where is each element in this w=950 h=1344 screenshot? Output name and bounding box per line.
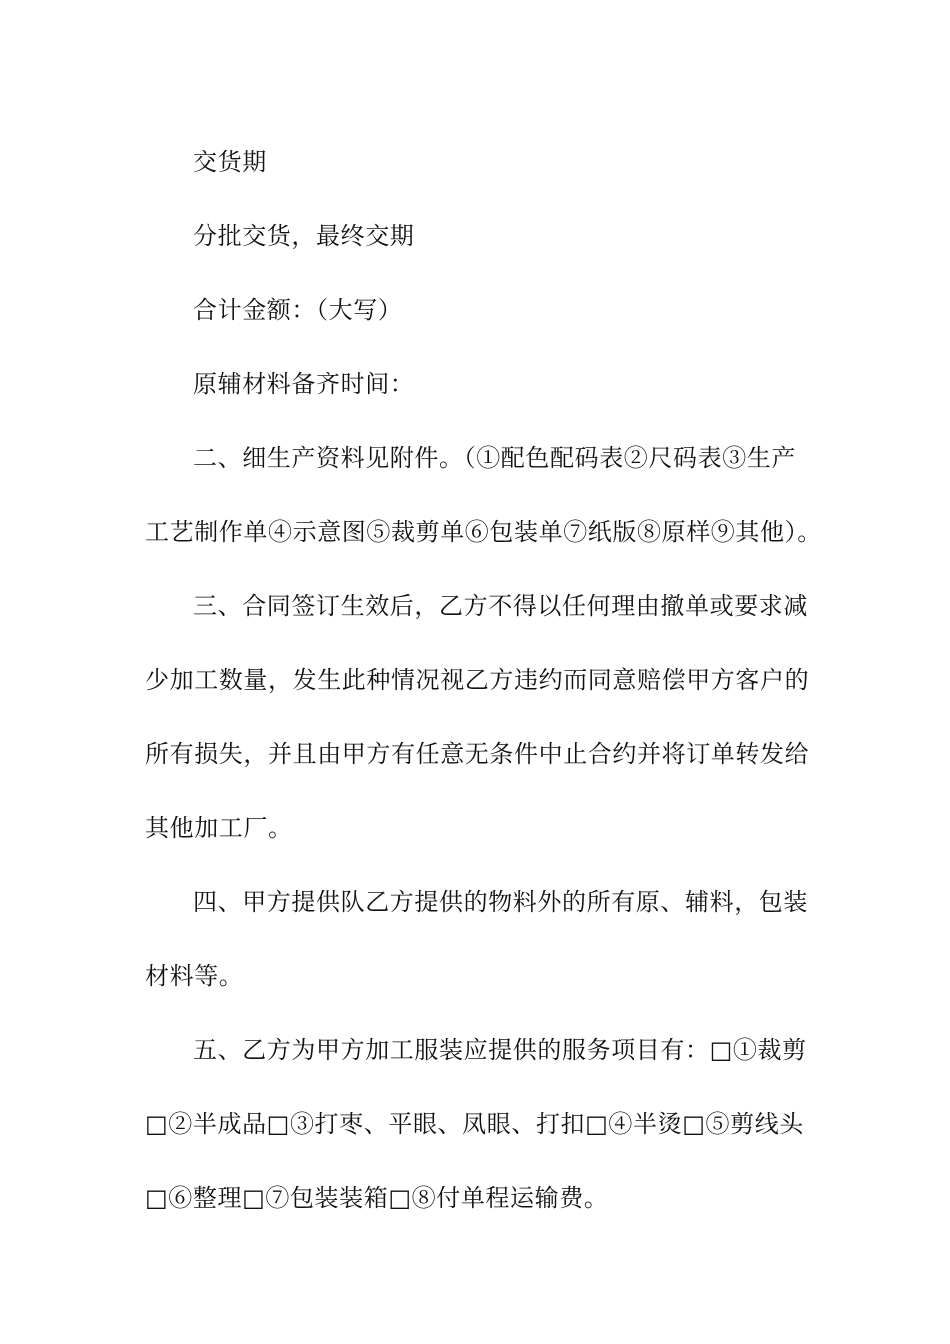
clause-two-line-1: 二、细生产资料见附件。（①配色配码表②尺码表③生产 (193, 444, 796, 472)
clause-three-line-2: 少加工数量，发生此种情况视乙方违约而同意赔偿甲方客户的 (145, 666, 810, 694)
clause-three-line-3: 所有损失，并且由甲方有任意无条件中止合约并将订单转发给 (145, 740, 810, 768)
clause-five-line-3: □⑥整理□⑦包装装箱□⑧付单程运输费。 (145, 1184, 609, 1212)
batch-delivery-line: 分批交货，最终交期 (193, 222, 415, 250)
clause-five-line-1: 五、乙方为甲方加工服装应提供的服务项目有：□①裁剪 (193, 1036, 807, 1064)
clause-three-line-1: 三、合同签订生效后，乙方不得以任何理由撤单或要求减 (193, 592, 808, 620)
clause-two-line-2: 工艺制作单④示意图⑤裁剪单⑥包装单⑦纸版⑧原样⑨其他）。 (145, 518, 822, 546)
total-amount-line: 合计金额：（大写） (193, 296, 403, 324)
clause-five-line-2: □②半成品□③打枣、平眼、凤眼、打扣□④半烫□⑤剪线头 (145, 1110, 804, 1138)
clause-four-line-2: 材料等。 (145, 962, 244, 990)
clause-three-line-4: 其他加工厂。 (145, 814, 293, 842)
clause-four-line-1: 四、甲方提供队乙方提供的物料外的所有原、辅料，包装 (193, 888, 808, 916)
delivery-period-line: 交货期 (193, 148, 267, 176)
materials-ready-line: 原辅材料备齐时间： (193, 370, 415, 398)
contract-text-body (145, 125, 822, 1235)
